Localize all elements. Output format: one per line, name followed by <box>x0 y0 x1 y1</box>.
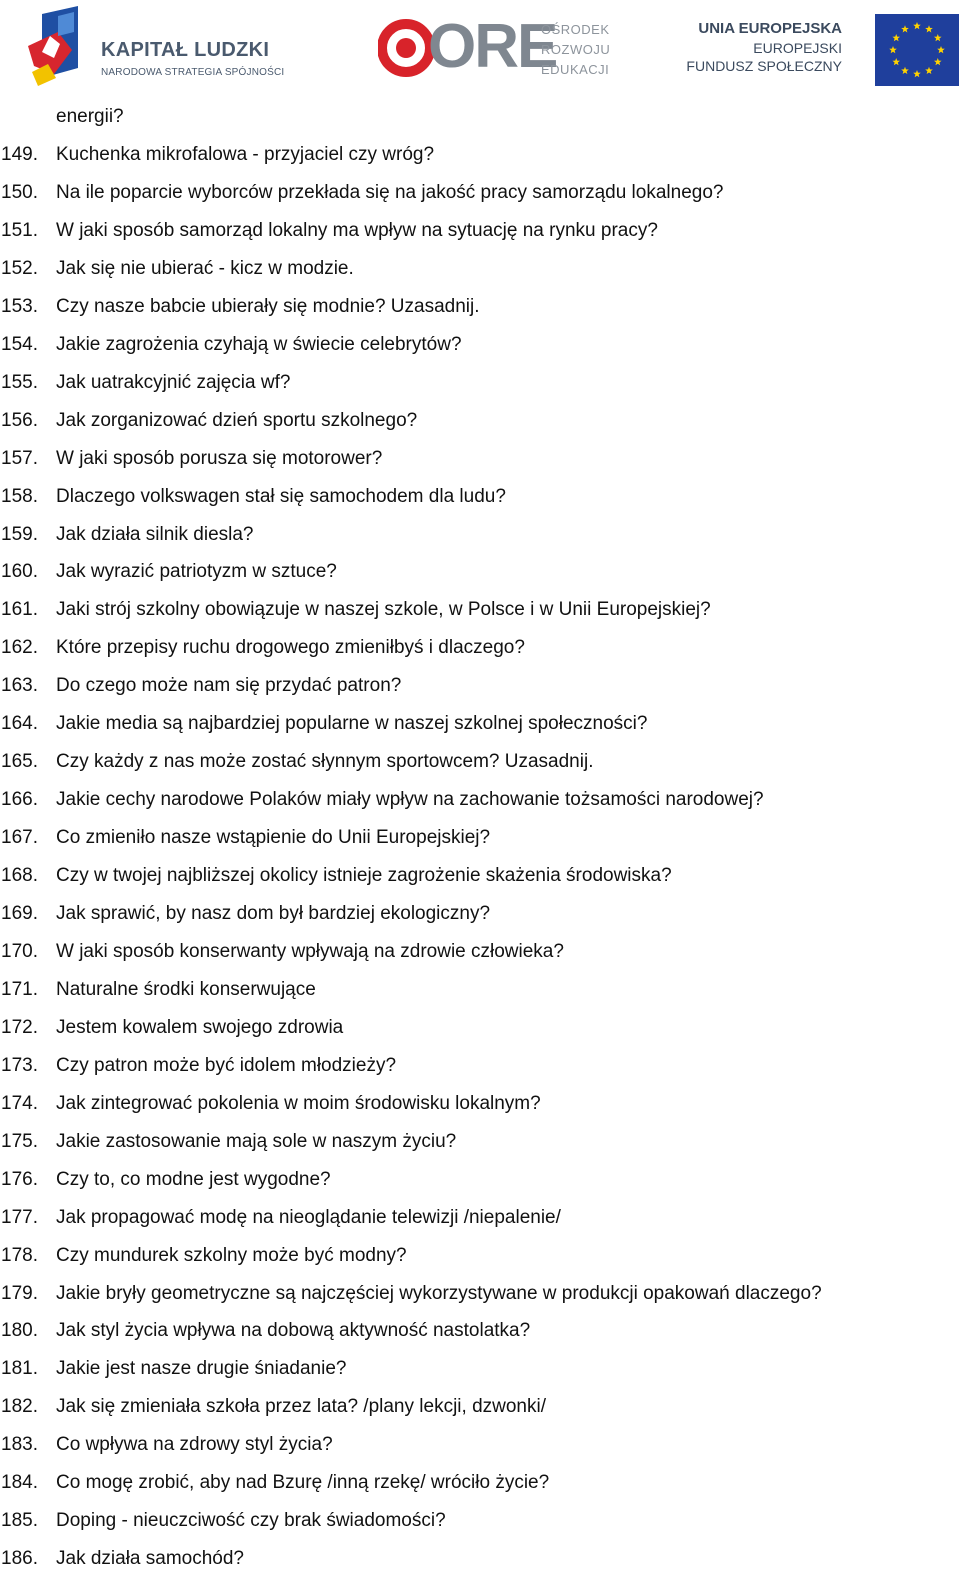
item-number: 184. <box>1 1472 38 1493</box>
item-text: Jak wyrazić patriotyzm w sztuce? <box>56 561 337 582</box>
item-text: Doping - nieuczciwość czy brak świadomości? <box>56 1510 446 1531</box>
item-text: Czy w twojej najbliższej okolicy istnieje zagrożenie skażenia środowiska? <box>56 865 672 886</box>
eu-line-1: UNIA EUROPEJSKA <box>698 20 842 37</box>
item-text: Które przepisy ruchu drogowego zmieniłbyś i dlaczego? <box>56 637 525 658</box>
item-number: 173. <box>1 1055 38 1076</box>
item-number: 153. <box>1 296 38 317</box>
item-number: 178. <box>1 1245 38 1266</box>
item-text: Jak działa samochód? <box>56 1548 244 1569</box>
item-text: Czy każdy z nas może zostać słynnym sportowcem? Uzasadnij. <box>56 751 594 772</box>
ore-line-3: EDUKACJI <box>541 62 610 77</box>
item-text: Czy to, co modne jest wygodne? <box>56 1169 331 1190</box>
item-number: 154. <box>1 334 38 355</box>
item-text: Jestem kowalem swojego zdrowia <box>56 1017 344 1038</box>
item-number: 158. <box>1 486 38 507</box>
item-text: Jak styl życia wpływa na dobową aktywność nastolatka? <box>56 1320 531 1341</box>
item-number: 166. <box>1 789 38 810</box>
item-text: W jaki sposób konserwanty wpływają na zdrowie człowieka? <box>56 941 564 962</box>
item-number: 174. <box>1 1093 38 1114</box>
item-number: 156. <box>1 410 38 431</box>
item-text: Do czego może nam się przydać patron? <box>56 675 402 696</box>
item-number: 168. <box>1 865 38 886</box>
item-text: Jak zintegrować pokolenia w moim środowisku lokalnym? <box>56 1093 541 1114</box>
item-number: 163. <box>1 675 38 696</box>
item-number: 152. <box>1 258 38 279</box>
item-text: Jak działa silnik diesla? <box>56 524 254 545</box>
item-number: 160. <box>1 561 38 582</box>
item-number: 186. <box>1 1548 38 1569</box>
ore-line-1: OŚRODEK <box>541 22 610 37</box>
item-number: 159. <box>1 524 38 545</box>
item-number: 165. <box>1 751 38 772</box>
item-text: Na ile poparcie wyborców przekłada się na jakość pracy samorządu lokalnego? <box>56 182 724 203</box>
item-number: 182. <box>1 1396 38 1417</box>
item-text: Co mogę zrobić, aby nad Bzurę /inną rzekę/ wróciło życie? <box>56 1472 550 1493</box>
item-text: Co zmieniło nasze wstąpienie do Unii Europejskiej? <box>56 827 491 848</box>
item-number: 169. <box>1 903 38 924</box>
item-text: Jakie zagrożenia czyhają w świecie celebrytów? <box>56 334 462 355</box>
item-text: Co wpływa na zdrowy styl życia? <box>56 1434 333 1455</box>
item-number: 161. <box>1 599 38 620</box>
item-number: 175. <box>1 1131 38 1152</box>
item-text: Jaki strój szkolny obowiązuje w naszej szkole, w Polsce i w Unii Europejskiej? <box>56 599 711 620</box>
item-number: 183. <box>1 1434 38 1455</box>
item-number: 150. <box>1 182 38 203</box>
item-text: Jak się nie ubierać - kicz w modzie. <box>56 258 354 279</box>
eu-line-3: FUNDUSZ SPOŁECZNY <box>686 58 842 74</box>
item-number: 164. <box>1 713 38 734</box>
item-text: Dlaczego volkswagen stał się samochodem dla ludu? <box>56 486 506 507</box>
kapital-ludzki-subtitle: NARODOWA STRATEGIA SPÓJNOŚCI <box>101 67 285 78</box>
item-number: 151. <box>1 220 38 241</box>
item-text: W jaki sposób porusza się motorower? <box>56 448 383 469</box>
item-number: 180. <box>1 1320 38 1341</box>
ore-word: ORE <box>428 12 557 81</box>
eu-line-2: EUROPEJSKI <box>753 40 842 56</box>
kapital-ludzki-title: KAPITAŁ LUDZKI <box>101 39 270 61</box>
item-text: Jak zorganizować dzień sportu szkolnego? <box>56 410 418 431</box>
item-number: 155. <box>1 372 38 393</box>
item-text: W jaki sposób samorząd lokalny ma wpływ na sytuację na rynku pracy? <box>56 220 658 241</box>
item-text: Kuchenka mikrofalowa - przyjaciel czy wróg? <box>56 144 435 165</box>
item-text: Jak sprawić, by nasz dom był bardziej ekologiczny? <box>56 903 491 924</box>
item-number: 149. <box>1 144 38 165</box>
item-text: Naturalne środki konserwujące <box>56 979 316 1000</box>
item-number: 167. <box>1 827 38 848</box>
item-number: 181. <box>1 1358 38 1379</box>
item-text: Czy mundurek szkolny może być modny? <box>56 1245 407 1266</box>
item-text: Jak uatrakcyjnić zajęcia wf? <box>56 372 291 393</box>
item-text: Czy nasze babcie ubierały się modnie? Uzasadnij. <box>56 296 480 317</box>
item-number: 177. <box>1 1207 38 1228</box>
item-number: 171. <box>1 979 38 1000</box>
item-text: Jakie media są najbardziej popularne w naszej szkolnej społeczności? <box>56 713 648 734</box>
item-number: 157. <box>1 448 38 469</box>
item-text: Jakie cechy narodowe Polaków miały wpływ na zachowanie tożsamości narodowej? <box>56 789 764 810</box>
continuation-text: energii? <box>56 106 124 127</box>
item-text: Jak się zmieniała szkoła przez lata? /plany lekcji, dzwonki/ <box>56 1396 546 1417</box>
item-text: Jakie bryły geometryczne są najczęściej wykorzystywane w produkcji opakowań dlaczego? <box>56 1283 822 1304</box>
item-number: 179. <box>1 1283 38 1304</box>
item-text: Jakie jest nasze drugie śniadanie? <box>56 1358 347 1379</box>
item-number: 170. <box>1 941 38 962</box>
item-number: 172. <box>1 1017 38 1038</box>
item-number: 176. <box>1 1169 38 1190</box>
item-number: 185. <box>1 1510 38 1531</box>
ore-line-2: ROZWOJU <box>541 42 611 57</box>
item-text: Jak propagować modę na nieoglądanie telewizji /niepalenie/ <box>56 1207 561 1228</box>
item-text: Czy patron może być idolem młodzieży? <box>56 1055 397 1076</box>
item-number: 162. <box>1 637 38 658</box>
item-text: Jakie zastosowanie mają sole w naszym życiu? <box>56 1131 457 1152</box>
